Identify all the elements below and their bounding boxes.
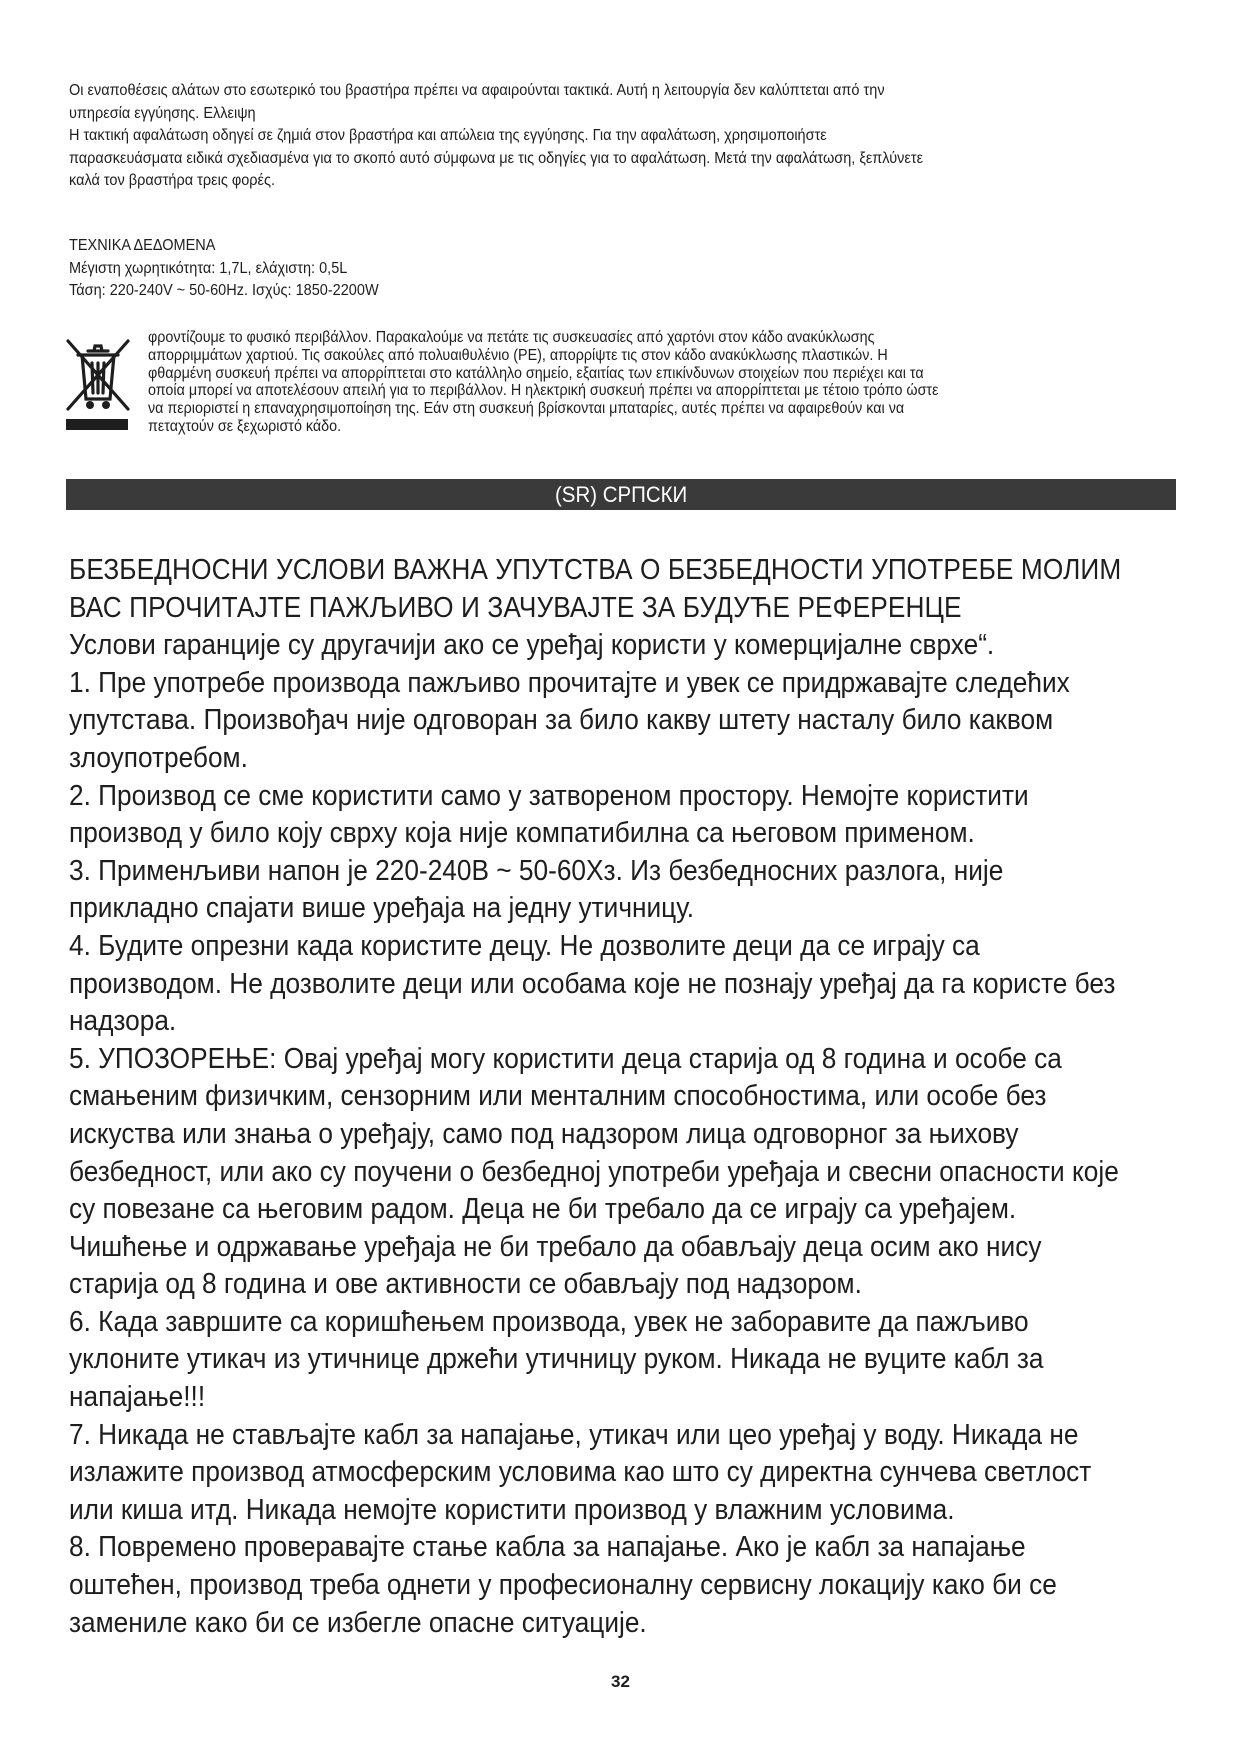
text-line: упутстава. Произвођач није одговоран за било какву штету насталу било каквом [69,704,1054,737]
text-line: производом. Не дозволите деци или особама које не познају уређај да га користе без [69,967,1116,1000]
technical-data-title: ΤΕΧΝΙΚΑ ΔΕΔΟΜΕΝΑ [69,237,216,254]
power-spec: Τάση: 220-240V ~ 50-60Hz. Ισχύς: 1850-2200W [69,282,379,299]
environment-disposal-paragraph [148,329,1190,436]
text-line: Η τακτική αφαλάτωση οδηγεί σε ζημιά στον βραστήρα και απώλεια της εγγύησης. Για την αφαλάτωση, χρησιμοποιήστε [69,127,827,144]
text-line: производ у било коју сврху која није компатибилна са његовом применом. [69,817,975,850]
text-line: Чишћење и одржавање уређаја не би требало да обављају деца осим ако нису [69,1230,1042,1263]
text-line: Οι εναποθέσεις αλάτων στο εσωτερικό του βραστήρα πρέπει να αφαιρούνται τακτικά. Αυτή η λειτουργία δεν καλύπτεται από την [69,82,885,99]
text-line: 4. Будите опрезни када користите децу. Не дозволите деци да се играју са [69,929,980,962]
text-line: напајање!!! [69,1381,206,1414]
text-line: 8. Повремено проверавајте стање кабла за напајање. Ако је кабл за напајање [69,1531,1026,1564]
text-line: να περιοριστεί η επαναχρησιμοποίηση της. Εάν στη συσκευή βρίσκονται μπαταρίες, αυτές πρέπει να αφαιρεθούν και να [148,400,905,418]
technical-data-block [69,235,379,303]
text-line: злоупотребом. [69,741,248,774]
text-line: смањеним физичким, сензорним или менталним способностима, или особе без [69,1080,1047,1113]
text-line: 1. Пре употребе производа пажљиво прочитајте и увек се придржавајте следећих [69,666,1070,699]
heading-line: ВАС ПРОЧИТАЈТЕ ПАЖЉИВО И ЗАЧУВАЈТЕ ЗА БУДУЋЕ РЕФЕРЕНЦЕ [69,591,962,624]
text-line: замениле како би се избегле опасне ситуације. [69,1606,647,1639]
text-line: οποία μπορεί να αποτελέσουν απειλή για το περιβάλλον. Η ηλεκτρική συσκευή πρέπει να απορρίπτεται με τέτοιο τρόπο ώστε [148,382,939,400]
section-title: (SR) СРПСКИ [554,482,688,507]
text-line: 3. Применљиви напон је 220-240В ~ 50-60Хз. Из безбедносних разлога, није [69,854,1004,887]
serbian-safety-instructions [69,552,1200,1642]
page-number: 32 [611,1672,630,1691]
text-line: излажите производ атмосферским условима као што су директна сунчева светлост [69,1456,1092,1489]
text-line: безбедност, или ако су поучени о безбедној употреби уређаја и свесни опасности које [69,1155,1119,1188]
text-line: φθαρμένη συσκευή πρέπει να απορρίπτεται στο κατάλληλο σημείο, εξαιτίας των επικίνδυνων στοιχείων που περιέχει και τα [148,364,924,382]
text-line: πεταχτούν σε ξεχωριστό κάδο. [148,417,342,435]
text-line: 2. Производ се сме користити само у затвореном простору. Немојте користити [69,779,1029,812]
section-header-serbian [66,479,1176,510]
weee-crossed-bin-icon [64,335,132,437]
text-line: оштећен, производ треба однети у професионалну сервисну локацију како би се [69,1569,1057,1602]
heading-line: БЕЗБЕДНОСНИ УСЛОВИ ВАЖНА УПУТСТВА О БЕЗБЕДНОСТИ УПОТРЕБЕ МОЛИМ [69,554,1122,586]
text-line: φροντίζουμε το φυσικό περιβάλλον. Παρακαλούμε να πετάτε τις συσκευασίες από χαρτόνι στον κάδο ανακύκλωσης [148,329,875,346]
text-line: искуства или знања о уређају, само под надзором лица одговорног за њихову [69,1117,1019,1150]
text-line: су повезане са његовим радом. Деца не би требало да се играју са уређајем. [69,1193,1017,1226]
text-line: надзора. [69,1005,177,1038]
text-line: старија од 8 година и ове активности се обављају под надзором. [69,1268,862,1301]
text-line: 5. УПОЗОРЕЊЕ: Овај уређај могу користити деца старија од 8 година и особе са [69,1042,1062,1075]
text-line: или киша итд. Никада немојте користити производ у влажним условима. [69,1493,955,1526]
text-line: Услови гаранције су другачији ако се уређај користи у комерцијалне сврхе“. [69,629,995,662]
capacity-spec: Μέγιστη χωρητικότητα: 1,7L, ελάχιστη: 0,5L [69,259,348,277]
text-line: παρασκευάσματα ειδικά σχεδιασμένα για το σκοπό αυτό σύμφωνα με τις οδηγίες για το αφαλάτωση. Μετά την αφαλάτωση, ξεπλύνετε [69,149,924,167]
text-line: уклоните утикач из утичнице држећи утичницу руком. Никада не вуците кабл за [69,1343,1044,1376]
text-line: υπηρεσία εγγύησης. Ελλειψη [69,104,256,122]
text-line: 7. Никада не стављајте кабл за напајање, утикач или цео уређај у воду. Никада не [69,1418,1079,1451]
greek-descaling-paragraph [69,80,1176,193]
text-line: καλά τον βραστήρα τρεις φορές. [69,172,276,189]
text-line: 6. Када завршите са коришћењем производа, увек не заборавите да пажљиво [69,1305,1029,1338]
text-line: απορριμμάτων χαρτιού. Τις σακούλες από πολυαιθυλένιο (PE), απορρίψτε τις στον κάδο ανακύκλωσης πλαστικών. Η [148,346,888,364]
text-line: прикладно спајати више уређаја на једну утичницу. [69,892,694,925]
